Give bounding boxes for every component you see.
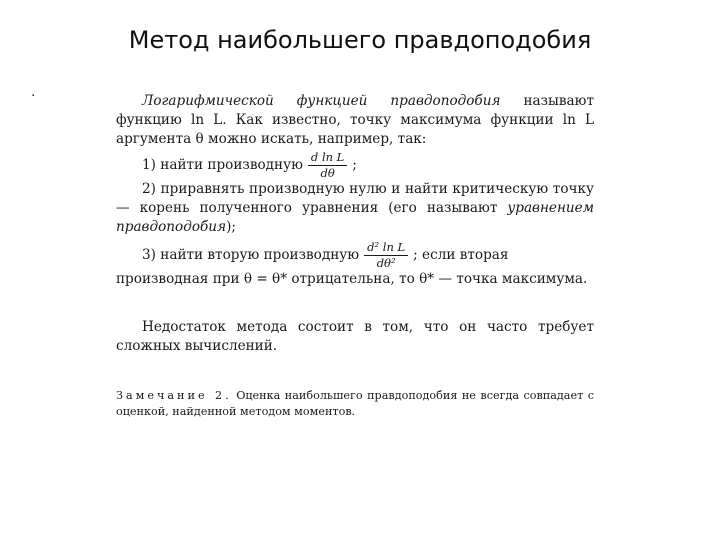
step-1-end: ;	[352, 157, 357, 173]
second-derivative-fraction	[364, 241, 408, 270]
bullet-marker: .	[31, 84, 36, 100]
first-derivative-fraction	[308, 151, 347, 180]
note-2	[116, 388, 594, 420]
definition-text: называют функцию ln L. Как известно, точку максимума функции ln L аргумента θ можно искать, например, так:	[116, 93, 594, 147]
note-text: Оценка наибольшего правдоподобия не всегда совпадает с оценкой, найденной методом моментов.	[116, 389, 595, 418]
step-3	[142, 241, 594, 270]
term-likelihood-equation: уравнением правдоподобия	[116, 200, 594, 235]
step-3-end: ; если вторая	[413, 247, 509, 263]
term-log-likelihood: Логарифмической функцией правдоподобия	[142, 93, 501, 109]
step-3-text: 3) найти вторую производную	[142, 247, 360, 263]
step-2-end: );	[226, 219, 236, 235]
fraction-denominator: dθ²	[376, 256, 396, 270]
step-2-text: 2) приравнять производную нулю и найти критическую точку — корень полученного уравнения (его называют	[116, 181, 594, 216]
paragraph-definition	[116, 92, 594, 149]
scanned-text-block	[116, 92, 594, 420]
note-label: Замечание 2.	[116, 389, 232, 402]
paragraph-maximum-condition: производная при θ = θ* отрицательна, то θ* — точка максимума.	[116, 271, 588, 287]
paragraph-drawback: Недостаток метода состоит в том, что он часто требует сложных вычислений.	[116, 319, 594, 354]
fraction-denominator: dθ	[320, 166, 335, 180]
fraction-numerator: d² ln L	[364, 241, 408, 256]
fraction-numerator: d ln L	[308, 151, 347, 166]
step-1-text: 1) найти производную	[142, 157, 303, 173]
step-1	[142, 151, 594, 180]
slide-title: Метод наибольшего правдоподобия	[128, 26, 592, 54]
step-2	[116, 180, 594, 237]
